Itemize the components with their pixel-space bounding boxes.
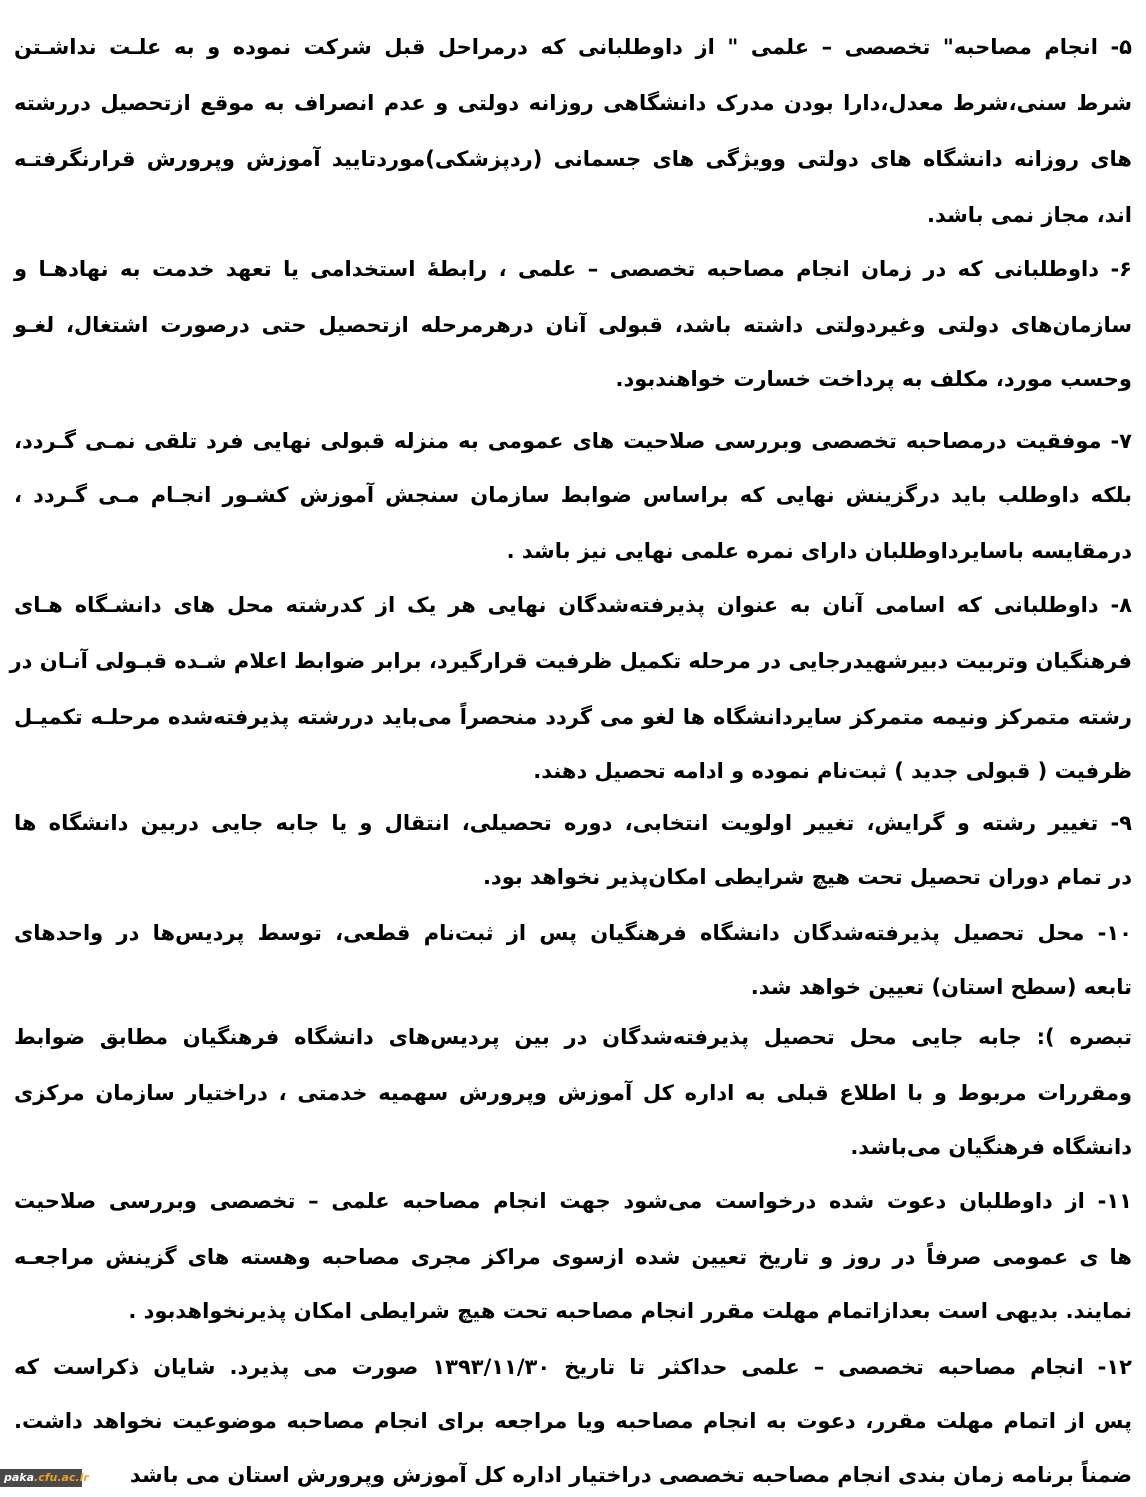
item-8-line-4: ظرفیت ( قبولی جدید ) ثبت‌نام نموده و ادامه تحصیل دهند. xyxy=(533,759,1132,783)
item-8-line-3: رشته متمرکز ونیمه متمرکز سایردانشگاه ها لغو می گردد منحصراً می‌باید دررشته پذیرفته‌شده مرحلـه تکمیـل xyxy=(14,705,1132,729)
item-10-line-2: تابعه (سطح استان) تعیین خواهد شد. xyxy=(750,975,1132,999)
item-9-line-2: در تمام دوران تحصیل تحت هیچ شرایطی امکان‌پذیر نخواهد بود. xyxy=(482,865,1132,889)
item-7-line-1: ۷- موفقیت درمصاحبه تخصصی وبررسی صلاحیت های عمومی به منزله قبولی نهایی فرد تلقی نمـی گـردد، xyxy=(14,429,1132,453)
item-11-line-3: نمایند. بدیهی است بعدازاتمام مهلت مقرر انجام مصاحبه تحت هیچ شرایطی امکان پذیرنخواهدبود . xyxy=(128,1299,1132,1323)
item-11-line-1: ۱۱- از داوطلبان دعوت شده درخواست می‌شود جهت انجام مصاحبه علمی – تخصصی وبررسی صلاحیت xyxy=(14,1189,1132,1213)
item-12-line-3: ضمناً برنامه زمان بندی انجام مصاحبه تخصصی دراختیار اداره کل آموزش وپرورش استان می باشد xyxy=(129,1463,1132,1487)
note-line-2: ومقررات مربوط و با اطلاع قبلی به اداره کل آموزش وپرورش سهمیه خدمتی ، دراختیار سازمان مرکزی xyxy=(14,1081,1132,1105)
site-watermark xyxy=(0,1469,89,1487)
watermark-prefix: paka xyxy=(4,1471,35,1484)
item-7-line-2: بلکه داوطلب باید درگزینش نهایی که براساس ضوابط سازمان سنجش آموزش کشـور انجـام مـی گـردد ، xyxy=(14,483,1132,507)
item-6-line-2: سازمان‌های دولتی وغیردولتی داشته باشد، قبولی آنان درهرمرحله ازتحصیل حتی درصورت اشتغال، لغـو xyxy=(14,313,1132,337)
item-8-line-2: فرهنگیان وتربیت دبیرشهیدرجایی در مرحله تکمیل ظرفیت قرارگیرد، برابر ضوابط اعلام شـده قبـولی آنـان در xyxy=(9,649,1132,673)
item-5-line-3: های روزانه دانشگاه های دولتی وویژگی های جسمانی (ردپزشکی)موردتایید آموزش وپرورش قرارنگرفتـه xyxy=(14,147,1132,171)
note-line-3: دانشگاه فرهنگیان می‌باشد. xyxy=(850,1135,1132,1159)
note-line-1: تبصره ): جابه جایی محل تحصیل پذیرفته‌شدگان در بین پردیس‌های دانشگاه فرهنگیان مطابق ضوابط xyxy=(14,1025,1132,1049)
item-5-line-4: اند، مجاز نمی باشد. xyxy=(927,203,1132,227)
item-6-line-3: وحسب مورد، مکلف به پرداخت خسارت خواهندبود. xyxy=(615,367,1132,391)
item-12-line-2: پس از اتمام مهلت مقرر، دعوت به انجام مصاحبه ویا مراجعه برای انجام مصاحبه موضوعیت نخواهد داشت. xyxy=(14,1409,1132,1433)
item-10-line-1: ۱۰- محل تحصیل پذیرفته‌شدگان دانشگاه فرهنگیان پس از ثبت‌نام قطعی، توسط پردیس‌ها در واحدهای xyxy=(14,921,1132,945)
item-6-line-1: ۶- داوطلبانی که در زمان انجام مصاحبه تخصصی – علمی ، رابطۀ استخدامی یا تعهد خدمت به نهادهـا و xyxy=(14,257,1132,281)
item-11-line-2: ها ی عمومی صرفاً در روز و تاریخ تعیین شده ازسوی مراکز مجری مصاحبه وهسته های گزینش مراجعـه xyxy=(14,1245,1132,1269)
item-5-line-1: ۵- انجام مصاحبه" تخصصی – علمی " از داوطلبانی که درمراحل قبل شرکت نموده و به علـت نداشـتن xyxy=(14,35,1132,59)
item-5-line-2: شرط سنی،شرط معدل،دارا بودن مدرک دانشگاهی روزانه دولتی و عدم انصراف به موقع ازتحصیل دررشته xyxy=(14,91,1132,115)
item-7-line-3: درمقایسه باسایرداوطلبان دارای نمره علمی نهایی نیز باشد . xyxy=(506,539,1132,563)
watermark-domain: .cfu.ac.ir xyxy=(34,1471,89,1484)
item-9-line-1: ۹- تغییر رشته و گرایش، تغییر اولویت انتخابی، دوره تحصیلی، انتقال و یا جابه جایی دربین دانشگاه ها xyxy=(14,811,1132,835)
item-12-line-1: ۱۲- انجام مصاحبه تخصصی – علمی حداکثر تا تاریخ ۱۳۹۳/۱۱/۳۰ صورت می پذیرد. شایان ذکراست که xyxy=(14,1355,1132,1379)
item-8-line-1: ۸- داوطلبانی که اسامی آنان به عنوان پذیرفته‌شدگان نهایی هر یک از کدرشته محل های دانشـگاه هـای xyxy=(14,593,1132,617)
